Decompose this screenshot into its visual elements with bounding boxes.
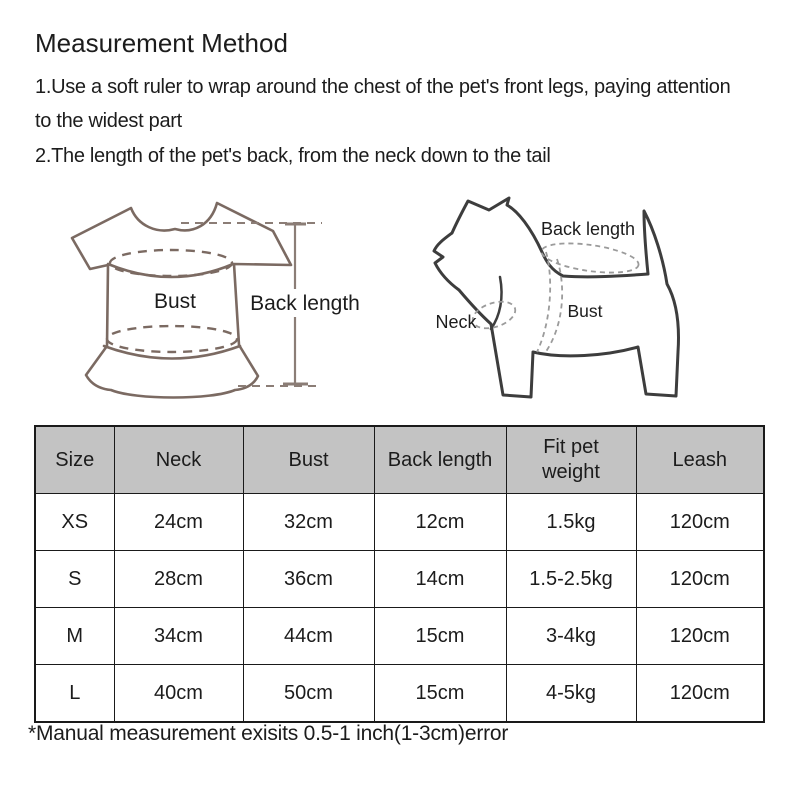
size-row-s <box>35 551 764 608</box>
header-fit-pet-weight: Fit pet weight <box>506 426 636 494</box>
dog-back-length-label: Back length <box>540 219 636 239</box>
cell-neck: 28cm <box>114 551 243 608</box>
size-row-xs <box>35 494 764 551</box>
size-row-m <box>35 608 764 665</box>
dog-bust-label: Bust <box>567 301 603 321</box>
cell-back-length: 15cm <box>374 608 506 665</box>
size-row-l <box>35 665 764 723</box>
footnote: *Manual measurement exisits 0.5-1 inch(1-3cm)error <box>28 722 509 745</box>
cell-back-length: 12cm <box>374 494 506 551</box>
garment-waist-dashed-ellipse <box>107 326 237 352</box>
instruction-line-3: 2.The length of the pet's back, from the neck down to the tail <box>35 145 551 167</box>
garment-back-length-label: Back length <box>250 292 360 315</box>
header-size: Size <box>35 426 114 494</box>
cell-neck: 24cm <box>114 494 243 551</box>
header-neck: Neck <box>114 426 243 494</box>
cell-size: XS <box>35 494 114 551</box>
instruction-line-1: 1.Use a soft ruler to wrap around the chest of the pet's front legs, paying attention <box>35 76 731 98</box>
cell-leash: 120cm <box>636 494 764 551</box>
cell-weight: 1.5-2.5kg <box>506 551 636 608</box>
cell-size: L <box>35 665 114 723</box>
dog-neck-label: Neck <box>435 312 477 332</box>
page-title: Measurement Method <box>35 28 288 58</box>
cell-bust: 36cm <box>243 551 374 608</box>
garment-diagram <box>40 185 380 410</box>
cell-weight: 3-4kg <box>506 608 636 665</box>
cell-bust: 32cm <box>243 494 374 551</box>
cell-weight: 1.5kg <box>506 494 636 551</box>
cell-size: S <box>35 551 114 608</box>
cell-leash: 120cm <box>636 608 764 665</box>
instruction-line-2: to the widest part <box>35 110 182 132</box>
header-back-length: Back length <box>374 426 506 494</box>
header-bust: Bust <box>243 426 374 494</box>
cell-neck: 34cm <box>114 608 243 665</box>
cell-back-length: 14cm <box>374 551 506 608</box>
size-table <box>34 425 765 723</box>
cell-weight: 4-5kg <box>506 665 636 723</box>
header-leash: Leash <box>636 426 764 494</box>
cell-leash: 120cm <box>636 551 764 608</box>
cell-leash: 120cm <box>636 665 764 723</box>
cell-bust: 44cm <box>243 608 374 665</box>
cell-neck: 40cm <box>114 665 243 723</box>
cell-size: M <box>35 608 114 665</box>
cell-back-length: 15cm <box>374 665 506 723</box>
dog-diagram <box>425 190 687 405</box>
cell-bust: 50cm <box>243 665 374 723</box>
size-table-header-row <box>35 426 764 494</box>
garment-bust-label: Bust <box>153 290 197 313</box>
